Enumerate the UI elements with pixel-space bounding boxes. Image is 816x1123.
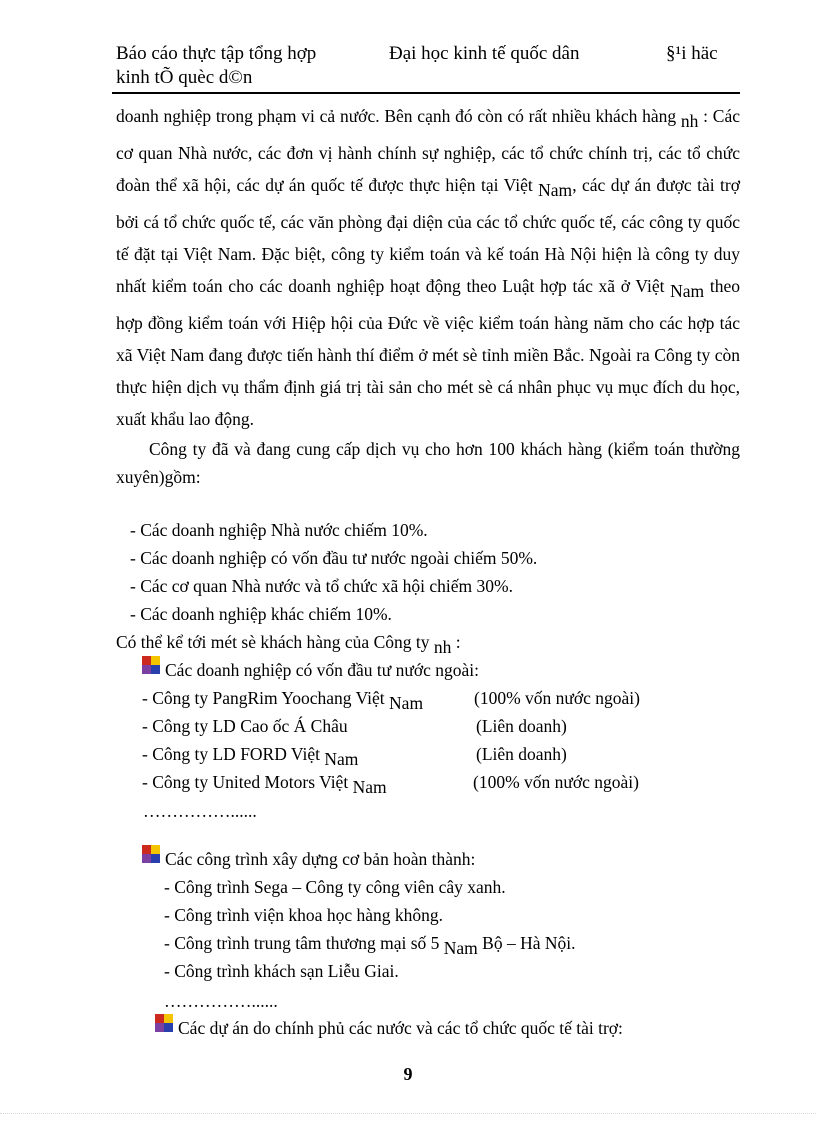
page-number: 9 [403, 1064, 413, 1084]
paragraph-text: theo hợp đồng kiểm toán với Hiệp hội của Đức về việc kiểm toán hàng năm cho các hợp tác xã Việt Nam đang được tiến hành thí điểm ở mét sè tỉnh miền Bắc. Ngoài ra Công ty còn thực hiện dịch vụ thẩm định giá trị tài sản cho mét sè cá nhân phục vụ mục đích du học, xuất khẩu lao động. [116, 276, 740, 429]
intro-colon: : [451, 632, 461, 652]
section-title-projects: Các dự án do chính phủ các nước và các tổ chức quốc tế tài trợ: [178, 1018, 623, 1038]
list-item: - Các doanh nghiệp Nhà nước chiếm 10%. [130, 520, 428, 540]
list-item: - Các doanh nghiệp có vốn đầu tư nước ngoài chiếm 50%. [130, 548, 538, 568]
section-title-works: Các công trình xây dựng cơ bản hoàn thành: [165, 849, 476, 869]
page-bottom-rule [0, 1113, 816, 1114]
list-item: - Các doanh nghiệp khác chiếm 10%. [130, 604, 392, 624]
subscript-fragment: nh [433, 637, 452, 657]
fdi-company [142, 713, 348, 739]
paragraph-service-count: Công ty đã và đang cung cấp dịch vụ cho hơn 100 khách hàng (kiểm toán thường xuyên)gồm: [116, 439, 740, 487]
ellipsis-dots: ……………...... [164, 991, 278, 1011]
subscript-fragment: Nam [389, 693, 424, 713]
bullet-flag-icon [155, 1014, 173, 1032]
work-item: - Công trình Sega – Công ty công viên cây xanh. [164, 877, 506, 897]
fdi-note: (Liên doanh) [476, 716, 567, 736]
bullet-flag-icon [142, 845, 160, 863]
fdi-note: (100% vốn nước ngoài) [474, 688, 640, 708]
customer-intro [116, 629, 461, 660]
section-title-fdi: Các doanh nghiệp có vốn đầu tư nước ngoài: [165, 660, 479, 680]
paragraph-customers [116, 100, 740, 435]
paragraph-text: , các dự án được tài trợ bởi cá tổ chức quốc tế, các văn phòng đại diện của các tổ chức quốc tế, các công ty quốc tế đặt tại Việt Nam. Đặc biệt, công ty kiểm toán và kế toán Hà Nội hiện là công ty duy nhất kiểm toán cho các doanh nghiệp hoạt động theo Luật hợp tác xã ở Việt [116, 175, 741, 296]
subscript-fragment: nh [680, 111, 699, 131]
company-name: - Công ty LD Cao ốc Á Châu [142, 716, 348, 736]
work-item: - Công trình khách sạn Liễu Giai. [164, 961, 399, 981]
subscript-fragment: Nam [538, 180, 573, 200]
subscript-fragment: Nam [352, 777, 387, 797]
header-report-title: Báo cáo thực tập tổng hợp [116, 43, 317, 64]
work-text: Bộ – Hà Nội. [477, 933, 576, 953]
fdi-note: (Liên doanh) [476, 744, 567, 764]
work-text: - Công trình trung tâm thương mại số 5 [164, 933, 444, 953]
bullet-flag-icon [142, 656, 160, 674]
paragraph-text: doanh nghiệp trong phạm vi cả nước. Bên cạnh đó còn có rất nhiều khách hàng [116, 106, 677, 126]
work-item: - Công trình viện khoa học hàng không. [164, 905, 443, 925]
subscript-fragment: Nam [324, 749, 359, 769]
header-right-label: §¹i häc [666, 43, 718, 64]
company-name: - Công ty LD FORD Việt [142, 744, 325, 764]
work-item [164, 930, 576, 961]
header-faculty: kinh tÕ quèc d©n [116, 67, 253, 88]
paragraph-text: : Các cơ quan Nhà nước, các đơn vị hành chính sự nghiệp, các tổ chức chính trị, các tổ chức đoàn thể xã hội, các dự án quốc tế được thực hiện tại Việt [116, 106, 740, 195]
intro-text: Có thể kể tới mét sè khách hàng của Công ty [116, 632, 430, 652]
fdi-company [142, 769, 387, 800]
fdi-company [142, 741, 358, 772]
body-text [116, 100, 740, 491]
header-university: Đại học kinh tế quốc dân [389, 43, 580, 64]
fdi-company [142, 685, 423, 716]
ellipsis-dots: ……………...... [143, 801, 257, 821]
subscript-fragment: Nam [443, 938, 478, 958]
company-name: - Công ty United Motors Việt [142, 772, 353, 792]
company-name: - Công ty PangRim Yoochang Việt [142, 688, 390, 708]
header-rule [112, 92, 740, 94]
fdi-note: (100% vốn nước ngoài) [473, 772, 639, 792]
list-item: - Các cơ quan Nhà nước và tổ chức xã hội chiếm 30%. [130, 576, 513, 596]
subscript-fragment: Nam [670, 281, 705, 301]
